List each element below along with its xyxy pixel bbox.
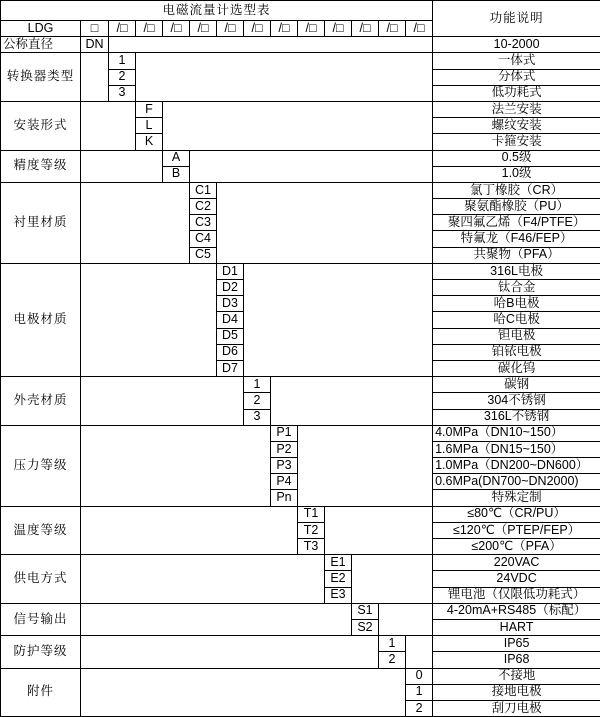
category-label: 供电方式: [1, 555, 81, 604]
function-description: 1.0MPa（DN200~DN600）: [433, 458, 600, 474]
spacer-cell: [298, 425, 433, 506]
category-label: 转换器类型: [1, 53, 81, 102]
function-description: 卡箍安装: [433, 134, 600, 150]
option-code: A: [163, 150, 190, 166]
function-description: 聚四氟乙烯（F4/PTFE）: [433, 215, 600, 231]
spacer-cell: [163, 101, 433, 150]
function-description: 钛合金: [433, 280, 600, 296]
option-row: [1, 150, 600, 166]
option-code: 0: [406, 668, 433, 684]
option-code-box: /□: [136, 21, 163, 37]
option-code: T2: [298, 522, 325, 538]
option-code: 2: [406, 700, 433, 716]
option-row: [1, 603, 600, 619]
spacer-cell: [81, 668, 406, 717]
option-code: P1: [271, 425, 298, 441]
category-label: 信号输出: [1, 603, 81, 635]
function-description: 1.0级: [433, 166, 600, 182]
option-code: 2: [244, 393, 271, 409]
spacer-cell: [81, 150, 163, 182]
function-description: 4.0MPa（DN10~150）: [433, 425, 600, 441]
spacer-cell: [406, 636, 433, 668]
function-description: 碳化钨: [433, 360, 600, 376]
function-description: 铂铱电极: [433, 344, 600, 360]
option-row: [1, 101, 600, 117]
function-description: 10-2000: [433, 37, 600, 53]
spacer-cell: [190, 150, 433, 182]
category-label: 安装形式: [1, 101, 81, 150]
option-code: D1: [217, 263, 244, 279]
function-description: 哈C电极: [433, 312, 600, 328]
option-code: 2: [109, 69, 136, 85]
option-code: D6: [217, 344, 244, 360]
option-code: 3: [244, 409, 271, 425]
function-description: ≤200℃（PFA）: [433, 539, 600, 555]
option-code-box: /□: [271, 21, 298, 37]
option-code: D7: [217, 360, 244, 376]
option-code: T1: [298, 506, 325, 522]
category-label: 公称直径: [1, 37, 81, 53]
spacer-cell: [379, 603, 433, 635]
option-row: [1, 182, 600, 198]
option-row: [1, 555, 600, 571]
spacer-cell: [81, 425, 271, 506]
option-code: P2: [271, 441, 298, 457]
option-code: L: [136, 118, 163, 134]
spacer-cell: [81, 603, 352, 635]
option-code: D2: [217, 280, 244, 296]
option-code: 1: [109, 53, 136, 69]
option-code: 2: [379, 652, 406, 668]
function-description: 刮刀电极: [433, 700, 600, 716]
spacer-cell: [81, 506, 298, 555]
category-label: 外壳材质: [1, 377, 81, 426]
category-label: 温度等级: [1, 506, 81, 555]
function-description: 低功耗式: [433, 85, 600, 101]
option-row: [1, 377, 600, 393]
spacer-cell: [81, 636, 379, 668]
option-code: C5: [190, 247, 217, 263]
function-description: 特氟龙（F46/FEP）: [433, 231, 600, 247]
option-code-box: /□: [109, 21, 136, 37]
function-description: 不接地: [433, 668, 600, 684]
category-label: 压力等级: [1, 425, 81, 506]
option-row: [1, 53, 600, 69]
category-label: 电极材质: [1, 263, 81, 376]
spacer-cell: [81, 182, 190, 263]
option-code-box: /□: [244, 21, 271, 37]
function-description: 法兰安装: [433, 101, 600, 117]
spacer-cell: [81, 377, 244, 426]
option-code: P4: [271, 474, 298, 490]
model-prefix: LDG: [1, 21, 81, 37]
spacer-cell: [81, 101, 136, 150]
function-description: HART: [433, 619, 600, 635]
function-description: 接地电极: [433, 684, 600, 700]
table-title: 电磁流量计选型表: [1, 1, 433, 21]
category-label: 精度等级: [1, 150, 81, 182]
option-row: [1, 263, 600, 279]
option-code-box: /□: [325, 21, 352, 37]
option-code: D5: [217, 328, 244, 344]
function-description-header: 功能说明: [433, 1, 600, 37]
function-description: 氯丁橡胶（CR）: [433, 182, 600, 198]
spacer-cell: [136, 53, 433, 102]
function-description: 聚氨酯橡胶（PU）: [433, 199, 600, 215]
function-description: 分体式: [433, 69, 600, 85]
function-description: ≤80℃（CR/PU）: [433, 506, 600, 522]
spacer-cell: [271, 377, 433, 426]
function-description: 一体式: [433, 53, 600, 69]
spacer-cell: [352, 555, 433, 604]
function-description: 锂电池（仅限低功耗式）: [433, 587, 600, 603]
option-code: 1: [244, 377, 271, 393]
function-description: 316L电极: [433, 263, 600, 279]
option-row: [1, 668, 600, 684]
function-description: 共聚物（PFA）: [433, 247, 600, 263]
option-code: F: [136, 101, 163, 117]
option-code: K: [136, 134, 163, 150]
option-code: S2: [352, 619, 379, 635]
option-code: T3: [298, 539, 325, 555]
category-label: 附件: [1, 668, 81, 717]
spacer-cell: [325, 506, 433, 555]
function-description: 碳钢: [433, 377, 600, 393]
option-row: [1, 506, 600, 522]
option-code: Pn: [271, 490, 298, 506]
function-description: 4-20mA+RS485（标配）: [433, 603, 600, 619]
option-code-box: /□: [406, 21, 433, 37]
option-code-box: /□: [298, 21, 325, 37]
option-code: E2: [325, 571, 352, 587]
option-code-box: /□: [352, 21, 379, 37]
option-code-box: /□: [217, 21, 244, 37]
option-code-box: /□: [163, 21, 190, 37]
option-code: C1: [190, 182, 217, 198]
function-description: IP65: [433, 636, 600, 652]
function-description: ≤120℃（PTEP/FEP）: [433, 522, 600, 538]
option-code: DN: [81, 37, 109, 53]
option-code: D3: [217, 296, 244, 312]
category-label: 防护等级: [1, 636, 81, 668]
function-description: 钽电极: [433, 328, 600, 344]
option-code: S1: [352, 603, 379, 619]
option-code-box: /□: [190, 21, 217, 37]
option-code: D4: [217, 312, 244, 328]
spacer-cell: [109, 37, 433, 53]
option-code: C2: [190, 199, 217, 215]
option-code: 1: [379, 636, 406, 652]
option-code-box: /□: [379, 21, 406, 37]
option-code: C3: [190, 215, 217, 231]
function-description: 316L不锈钢: [433, 409, 600, 425]
spacer-cell: [81, 555, 325, 604]
option-code: C4: [190, 231, 217, 247]
function-description: IP68: [433, 652, 600, 668]
function-description: 24VDC: [433, 571, 600, 587]
option-code: E3: [325, 587, 352, 603]
option-code: P3: [271, 458, 298, 474]
option-code: 1: [406, 684, 433, 700]
header-row: [1, 1, 600, 21]
function-description: 特殊定制: [433, 490, 600, 506]
spacer-cell: [217, 182, 433, 263]
spacer-cell: [244, 263, 433, 376]
dn-code-box: □: [81, 21, 109, 37]
option-code: 3: [109, 85, 136, 101]
function-description: 螺纹安装: [433, 118, 600, 134]
spacer-cell: [81, 263, 217, 376]
function-description: 0.6MPa(DN700~DN2000): [433, 474, 600, 490]
function-description: 1.6MPa（DN15~150）: [433, 441, 600, 457]
option-row: [1, 425, 600, 441]
option-code: B: [163, 166, 190, 182]
function-description: 0.5级: [433, 150, 600, 166]
function-description: 304不锈钢: [433, 393, 600, 409]
category-label: 衬里材质: [1, 182, 81, 263]
function-description: 哈B电极: [433, 296, 600, 312]
option-row: [1, 636, 600, 652]
function-description: 220VAC: [433, 555, 600, 571]
option-row: [1, 37, 600, 53]
spacer-cell: [81, 53, 109, 102]
option-code: E1: [325, 555, 352, 571]
